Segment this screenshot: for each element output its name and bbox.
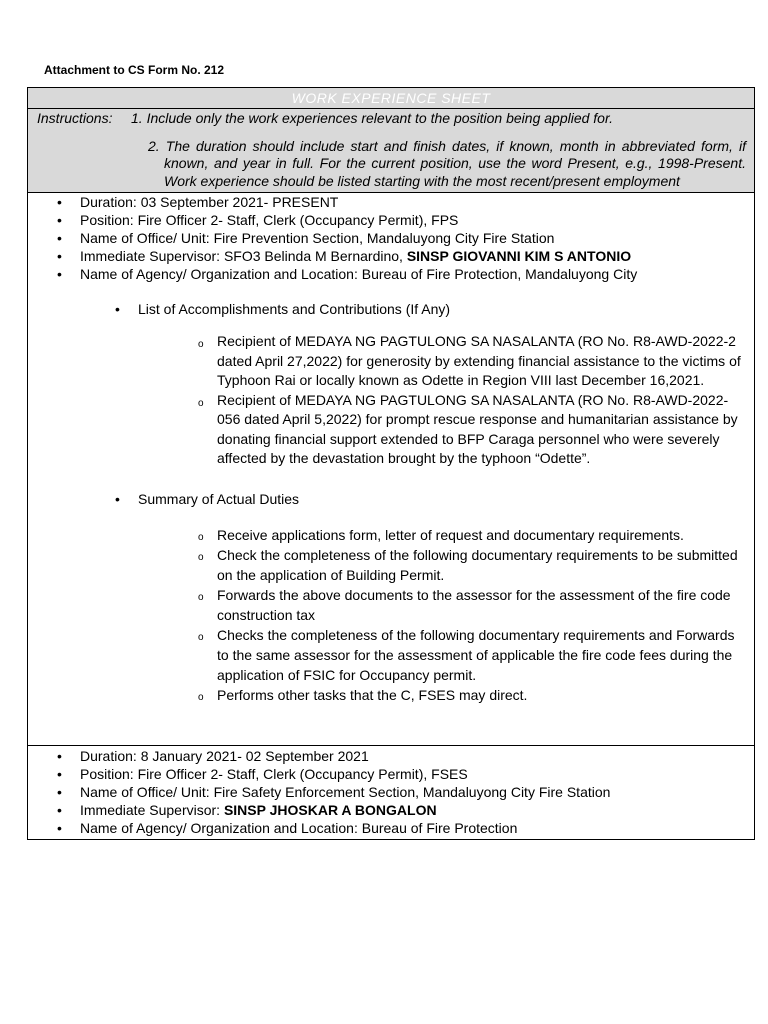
- accomplishments-list: [28, 332, 754, 469]
- list-item: o Recipient of MEDAYA NG PAGTULONG SA NASALANTA (RO No. R8-AWD-2022-2 dated April 27,2022) for generosity by extending financial assistance to the victims of Typhoon Rai or locally known as Odette in Region VIII last December 16,2021.: [28, 332, 754, 391]
- entry-2-details: [28, 746, 754, 837]
- entry-1-supervisor: [28, 247, 754, 265]
- attachment-title: Attachment to CS Form No. 212: [44, 63, 225, 77]
- list-item: o Forwards the above documents to the assessor for the assessment of the fire code construction tax: [28, 585, 754, 625]
- entry-1-supervisor-name: SINSP GIOVANNI KIM S ANTONIO: [406, 248, 632, 264]
- accomplishments-heading: • List of Accomplishments and Contributions (If Any): [28, 300, 754, 318]
- entry-1-position: • Position: Fire Officer 2- Staff, Clerk (Occupancy Permit), FPS: [28, 211, 754, 229]
- work-experience-sheet: [27, 87, 755, 840]
- entry-2-duration: • Duration: 8 January 2021- 02 September 2021: [28, 747, 754, 765]
- instructions: [28, 109, 754, 193]
- sheet-header: [28, 88, 754, 193]
- work-entry-2: [28, 746, 754, 839]
- list-item: o Recipient of MEDAYA NG PAGTULONG SA NASALANTA (RO No. R8-AWD-2022-056 dated April 5,2022) for prompt rescue response and humanitarian assistance by donating financial support extended to BFP Caraga personnel who were severely affected by the devastation brought by the typhoon “Odette”.: [28, 391, 754, 469]
- entry-2-agency: • Name of Agency/ Organization and Location: Bureau of Fire Protection: [28, 819, 754, 837]
- instructions-label: Instructions:: [37, 110, 113, 126]
- instruction-1: [37, 110, 746, 128]
- duties-list: [28, 525, 754, 705]
- entry-1-office: • Name of Office/ Unit: Fire Prevention Section, Mandaluyong City Fire Station: [28, 229, 754, 247]
- list-item: o Performs other tasks that the C, FSES may direct.: [28, 685, 754, 705]
- entry-2-supervisor-prefix: Immediate Supervisor:: [80, 802, 224, 818]
- entry-2-office: • Name of Office/ Unit: Fire Safety Enforcement Section, Mandaluyong City Fire Station: [28, 783, 754, 801]
- entry-2-supervisor: [28, 801, 754, 819]
- duties-heading: • Summary of Actual Duties: [28, 490, 754, 508]
- list-item: o Check the completeness of the following documentary requirements to be submitted on the application of Building Permit.: [28, 545, 754, 585]
- entry-2-position: • Position: Fire Officer 2- Staff, Clerk (Occupancy Permit), FSES: [28, 765, 754, 783]
- sheet-title: WORK EXPERIENCE SHEET: [28, 88, 754, 109]
- entry-1-agency: • Name of Agency/ Organization and Location: Bureau of Fire Protection, Mandaluyong City: [28, 265, 754, 283]
- entry-1-supervisor-prefix: Immediate Supervisor: SFO3 Belinda M Bernardino,: [80, 248, 407, 264]
- entry-2-supervisor-name: SINSP JHOSKAR A BONGALON: [223, 802, 437, 818]
- instruction-2: 2. The duration should include start and finish dates, if known, month in abbreviated form, if known, and year in full. For the current position, use the word Present, e.g., 1998-Present. Work experience should be listed starting with the most recent/present employment: [148, 137, 746, 189]
- instruction-1-text: 1. Include only the work experiences relevant to the position being applied for.: [131, 110, 614, 126]
- list-item: o Checks the completeness of the following documentary requirements and Forwards to the same assessor for the assessment of applicable the fire code fees during the application of FSIC for Occupancy permit.: [28, 625, 754, 685]
- entry-1-details: [28, 193, 754, 283]
- entry-1-duration: • Duration: 03 September 2021- PRESENT: [28, 193, 754, 211]
- list-item: o Receive applications form, letter of request and documentary requirements.: [28, 525, 754, 545]
- work-entry-1: [28, 193, 754, 746]
